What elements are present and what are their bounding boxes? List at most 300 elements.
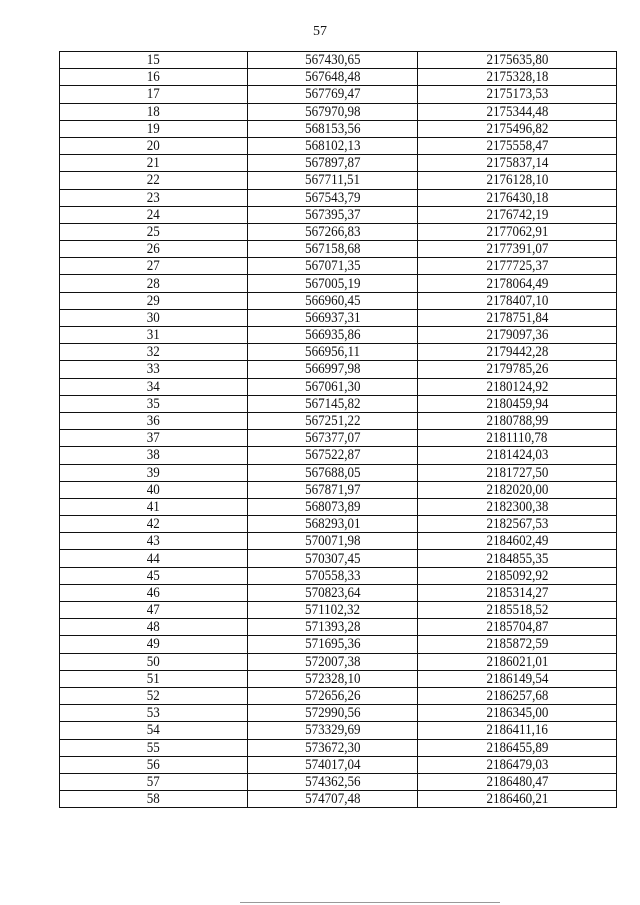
point-number-cell xyxy=(60,636,248,653)
y-coordinate-cell xyxy=(418,275,617,292)
x-coordinate-cell xyxy=(248,739,418,756)
y-coordinate-text: 2186021,01 xyxy=(486,653,548,670)
y-coordinate-text: 2180459,94 xyxy=(486,395,548,412)
x-coordinate-cell xyxy=(248,687,418,704)
y-coordinate-text: 2186257,68 xyxy=(486,688,548,705)
y-coordinate-cell xyxy=(418,155,617,172)
point-number-cell xyxy=(60,464,248,481)
point-number-cell xyxy=(60,241,248,258)
y-coordinate-cell xyxy=(418,172,617,189)
x-coordinate-cell xyxy=(248,327,418,344)
table-row xyxy=(60,378,617,395)
point-number-text: 25 xyxy=(146,223,161,240)
point-number-text: 18 xyxy=(146,103,161,120)
point-number-text: 28 xyxy=(146,275,161,292)
bottom-divider xyxy=(240,902,500,903)
point-number-cell xyxy=(60,344,248,361)
y-coordinate-text: 2175558,47 xyxy=(486,138,548,155)
y-coordinate-text: 2185872,59 xyxy=(486,636,548,653)
y-coordinate-text: 2180788,99 xyxy=(486,413,548,430)
y-coordinate-cell xyxy=(418,120,617,137)
x-coordinate-text: 568102,13 xyxy=(304,138,361,155)
table-row xyxy=(60,258,617,275)
x-coordinate-cell xyxy=(248,361,418,378)
x-coordinate-cell xyxy=(248,241,418,258)
point-number-text: 48 xyxy=(146,619,161,636)
y-coordinate-cell xyxy=(418,481,617,498)
point-number-text: 32 xyxy=(146,344,161,361)
table-row xyxy=(60,412,617,429)
point-number-text: 41 xyxy=(146,498,161,515)
point-number-cell xyxy=(60,430,248,447)
x-coordinate-text: 567266,83 xyxy=(304,223,361,240)
y-coordinate-text: 2175496,82 xyxy=(486,120,548,137)
x-coordinate-cell xyxy=(248,533,418,550)
table-row xyxy=(60,516,617,533)
y-coordinate-text: 2184855,35 xyxy=(486,550,548,567)
point-number-text: 46 xyxy=(146,584,161,601)
point-number-text: 31 xyxy=(146,327,161,344)
x-coordinate-text: 568153,56 xyxy=(304,120,361,137)
y-coordinate-cell xyxy=(418,791,617,808)
x-coordinate-cell xyxy=(248,395,418,412)
x-coordinate-text: 567543,79 xyxy=(304,189,361,206)
x-coordinate-text: 570307,45 xyxy=(304,550,361,567)
point-number-text: 53 xyxy=(146,705,161,722)
y-coordinate-text: 2176430,18 xyxy=(486,189,548,206)
x-coordinate-text: 567251,22 xyxy=(304,413,361,430)
point-number-text: 19 xyxy=(146,120,161,137)
y-coordinate-cell xyxy=(418,103,617,120)
y-coordinate-text: 2185314,27 xyxy=(486,584,548,601)
point-number-cell xyxy=(60,447,248,464)
y-coordinate-text: 2181424,03 xyxy=(486,447,548,464)
x-coordinate-text: 568293,01 xyxy=(304,516,361,533)
x-coordinate-cell xyxy=(248,481,418,498)
y-coordinate-cell xyxy=(418,602,617,619)
x-coordinate-text: 567158,68 xyxy=(304,241,361,258)
point-number-text: 57 xyxy=(146,773,161,790)
x-coordinate-text: 567688,05 xyxy=(304,464,361,481)
table-row xyxy=(60,584,617,601)
x-coordinate-cell xyxy=(248,447,418,464)
y-coordinate-cell xyxy=(418,567,617,584)
x-coordinate-cell xyxy=(248,791,418,808)
point-number-cell xyxy=(60,602,248,619)
x-coordinate-cell xyxy=(248,636,418,653)
y-coordinate-text: 2186479,03 xyxy=(486,756,548,773)
x-coordinate-text: 567430,65 xyxy=(304,52,361,69)
y-coordinate-text: 2175344,48 xyxy=(486,103,548,120)
point-number-text: 58 xyxy=(146,791,161,808)
y-coordinate-cell xyxy=(418,687,617,704)
point-number-cell xyxy=(60,172,248,189)
x-coordinate-cell xyxy=(248,378,418,395)
y-coordinate-cell xyxy=(418,327,617,344)
point-number-cell xyxy=(60,756,248,773)
x-coordinate-text: 574362,56 xyxy=(304,773,361,790)
x-coordinate-text: 567711,51 xyxy=(305,172,360,189)
point-number-text: 42 xyxy=(146,516,161,533)
x-coordinate-text: 567522,87 xyxy=(304,447,361,464)
table-row xyxy=(60,309,617,326)
point-number-cell xyxy=(60,722,248,739)
point-number-text: 29 xyxy=(146,292,161,309)
y-coordinate-cell xyxy=(418,52,617,69)
point-number-cell xyxy=(60,412,248,429)
y-coordinate-text: 2175328,18 xyxy=(486,69,548,86)
x-coordinate-cell xyxy=(248,120,418,137)
point-number-text: 49 xyxy=(146,636,161,653)
y-coordinate-text: 2175635,80 xyxy=(486,52,548,69)
x-coordinate-cell xyxy=(248,258,418,275)
table-row xyxy=(60,653,617,670)
y-coordinate-text: 2182300,38 xyxy=(486,498,548,515)
x-coordinate-text: 567377,07 xyxy=(304,430,361,447)
x-coordinate-cell xyxy=(248,516,418,533)
y-coordinate-cell xyxy=(418,86,617,103)
x-coordinate-cell xyxy=(248,206,418,223)
table-row xyxy=(60,86,617,103)
table-row xyxy=(60,722,617,739)
table-row xyxy=(60,602,617,619)
table-row xyxy=(60,189,617,206)
x-coordinate-cell xyxy=(248,86,418,103)
table-row xyxy=(60,241,617,258)
point-number-text: 22 xyxy=(146,172,161,189)
point-number-text: 26 xyxy=(146,241,161,258)
x-coordinate-text: 567970,98 xyxy=(304,103,361,120)
table-row xyxy=(60,206,617,223)
table-row xyxy=(60,292,617,309)
point-number-cell xyxy=(60,533,248,550)
y-coordinate-text: 2181110,78 xyxy=(486,430,548,447)
y-coordinate-cell xyxy=(418,430,617,447)
table-row xyxy=(60,464,617,481)
x-coordinate-cell xyxy=(248,756,418,773)
y-coordinate-cell xyxy=(418,292,617,309)
y-coordinate-text: 2178751,84 xyxy=(486,309,548,326)
y-coordinate-text: 2178407,10 xyxy=(486,292,548,309)
x-coordinate-cell xyxy=(248,189,418,206)
y-coordinate-cell xyxy=(418,258,617,275)
point-number-cell xyxy=(60,275,248,292)
y-coordinate-text: 2186149,54 xyxy=(486,670,548,687)
point-number-cell xyxy=(60,292,248,309)
y-coordinate-text: 2177391,07 xyxy=(486,241,548,258)
y-coordinate-text: 2177062,91 xyxy=(486,223,548,240)
x-coordinate-cell xyxy=(248,309,418,326)
point-number-cell xyxy=(60,155,248,172)
x-coordinate-text: 571393,28 xyxy=(304,619,361,636)
point-number-text: 23 xyxy=(146,189,161,206)
x-coordinate-text: 573329,69 xyxy=(304,722,361,739)
x-coordinate-cell xyxy=(248,619,418,636)
y-coordinate-cell xyxy=(418,361,617,378)
x-coordinate-cell xyxy=(248,602,418,619)
y-coordinate-cell xyxy=(418,705,617,722)
point-number-text: 52 xyxy=(146,688,161,705)
y-coordinate-text: 2186480,47 xyxy=(486,773,548,790)
x-coordinate-cell xyxy=(248,550,418,567)
table-row xyxy=(60,756,617,773)
x-coordinate-text: 567897,87 xyxy=(304,155,361,172)
point-number-cell xyxy=(60,52,248,69)
table-row xyxy=(60,361,617,378)
table-row xyxy=(60,567,617,584)
point-number-cell xyxy=(60,584,248,601)
point-number-text: 50 xyxy=(146,653,161,670)
point-number-cell xyxy=(60,791,248,808)
x-coordinate-cell xyxy=(248,275,418,292)
x-coordinate-text: 574017,04 xyxy=(304,756,361,773)
y-coordinate-cell xyxy=(418,636,617,653)
point-number-cell xyxy=(60,516,248,533)
table-row xyxy=(60,275,617,292)
x-coordinate-text: 572328,10 xyxy=(304,670,361,687)
x-coordinate-text: 571695,36 xyxy=(304,636,361,653)
x-coordinate-text: 570558,33 xyxy=(304,567,361,584)
y-coordinate-cell xyxy=(418,206,617,223)
y-coordinate-text: 2184602,49 xyxy=(486,533,548,550)
y-coordinate-text: 2178064,49 xyxy=(486,275,548,292)
table-row xyxy=(60,773,617,790)
y-coordinate-cell xyxy=(418,189,617,206)
y-coordinate-cell xyxy=(418,722,617,739)
y-coordinate-text: 2181727,50 xyxy=(486,464,548,481)
x-coordinate-text: 567061,30 xyxy=(304,378,361,395)
coordinates-table-body xyxy=(60,52,617,808)
x-coordinate-text: 570823,64 xyxy=(304,584,361,601)
y-coordinate-cell xyxy=(418,378,617,395)
x-coordinate-text: 567871,97 xyxy=(304,481,361,498)
table-row xyxy=(60,172,617,189)
y-coordinate-cell xyxy=(418,533,617,550)
point-number-text: 27 xyxy=(146,258,161,275)
table-row xyxy=(60,223,617,240)
table-row xyxy=(60,327,617,344)
point-number-cell xyxy=(60,550,248,567)
y-coordinate-text: 2176128,10 xyxy=(486,172,548,189)
x-coordinate-cell xyxy=(248,137,418,154)
y-coordinate-text: 2175837,14 xyxy=(486,155,548,172)
y-coordinate-text: 2186345,00 xyxy=(486,705,548,722)
table-row xyxy=(60,481,617,498)
point-number-text: 37 xyxy=(146,430,161,447)
point-number-cell xyxy=(60,309,248,326)
point-number-cell xyxy=(60,361,248,378)
y-coordinate-text: 2185092,92 xyxy=(486,567,548,584)
point-number-cell xyxy=(60,567,248,584)
table-row xyxy=(60,619,617,636)
point-number-cell xyxy=(60,687,248,704)
point-number-text: 39 xyxy=(146,464,161,481)
y-coordinate-cell xyxy=(418,653,617,670)
y-coordinate-cell xyxy=(418,550,617,567)
x-coordinate-text: 567005,19 xyxy=(304,275,361,292)
x-coordinate-text: 566935,86 xyxy=(304,327,361,344)
x-coordinate-text: 567648,48 xyxy=(304,69,361,86)
table-row xyxy=(60,344,617,361)
y-coordinate-cell xyxy=(418,137,617,154)
point-number-text: 54 xyxy=(146,722,161,739)
x-coordinate-text: 572990,56 xyxy=(304,705,361,722)
point-number-cell xyxy=(60,189,248,206)
point-number-cell xyxy=(60,498,248,515)
point-number-cell xyxy=(60,773,248,790)
point-number-cell xyxy=(60,481,248,498)
table-row xyxy=(60,533,617,550)
x-coordinate-text: 574707,48 xyxy=(304,791,361,808)
point-number-text: 24 xyxy=(146,206,161,223)
x-coordinate-cell xyxy=(248,155,418,172)
table-row xyxy=(60,636,617,653)
point-number-text: 55 xyxy=(146,739,161,756)
table-row xyxy=(60,103,617,120)
y-coordinate-cell xyxy=(418,395,617,412)
x-coordinate-cell xyxy=(248,773,418,790)
y-coordinate-cell xyxy=(418,223,617,240)
point-number-cell xyxy=(60,670,248,687)
point-number-cell xyxy=(60,258,248,275)
point-number-cell xyxy=(60,378,248,395)
point-number-text: 40 xyxy=(146,481,161,498)
y-coordinate-cell xyxy=(418,739,617,756)
y-coordinate-cell xyxy=(418,464,617,481)
y-coordinate-text: 2186411,16 xyxy=(486,722,548,739)
x-coordinate-cell xyxy=(248,223,418,240)
y-coordinate-cell xyxy=(418,756,617,773)
page-number: 57 xyxy=(313,24,327,39)
point-number-cell xyxy=(60,120,248,137)
x-coordinate-text: 568073,89 xyxy=(304,498,361,515)
y-coordinate-cell xyxy=(418,241,617,258)
y-coordinate-cell xyxy=(418,619,617,636)
point-number-text: 17 xyxy=(146,86,161,103)
y-coordinate-text: 2186455,89 xyxy=(486,739,548,756)
x-coordinate-text: 570071,98 xyxy=(304,533,361,550)
point-number-text: 36 xyxy=(146,413,161,430)
x-coordinate-text: 567145,82 xyxy=(304,395,361,412)
y-coordinate-text: 2179785,26 xyxy=(486,361,548,378)
x-coordinate-cell xyxy=(248,172,418,189)
table-row xyxy=(60,430,617,447)
point-number-cell xyxy=(60,86,248,103)
x-coordinate-cell xyxy=(248,567,418,584)
point-number-cell xyxy=(60,103,248,120)
point-number-text: 16 xyxy=(146,69,161,86)
x-coordinate-text: 566956,11 xyxy=(305,344,360,361)
y-coordinate-text: 2185518,52 xyxy=(486,602,548,619)
table-row xyxy=(60,670,617,687)
point-number-text: 33 xyxy=(146,361,161,378)
table-row xyxy=(60,550,617,567)
point-number-text: 15 xyxy=(146,52,161,69)
x-coordinate-text: 566937,31 xyxy=(304,309,361,326)
point-number-text: 35 xyxy=(146,395,161,412)
x-coordinate-cell xyxy=(248,464,418,481)
x-coordinate-text: 567395,37 xyxy=(304,206,361,223)
x-coordinate-text: 572007,38 xyxy=(304,653,361,670)
x-coordinate-text: 566960,45 xyxy=(304,292,361,309)
x-coordinate-text: 567071,35 xyxy=(304,258,361,275)
x-coordinate-cell xyxy=(248,705,418,722)
point-number-cell xyxy=(60,653,248,670)
point-number-cell xyxy=(60,223,248,240)
point-number-text: 56 xyxy=(146,756,161,773)
y-coordinate-cell xyxy=(418,447,617,464)
table-row xyxy=(60,498,617,515)
coordinates-table xyxy=(59,51,617,808)
x-coordinate-text: 571102,32 xyxy=(305,602,360,619)
y-coordinate-cell xyxy=(418,69,617,86)
table-row xyxy=(60,791,617,808)
point-number-text: 20 xyxy=(146,138,161,155)
x-coordinate-text: 566997,98 xyxy=(304,361,361,378)
point-number-text: 21 xyxy=(146,155,161,172)
point-number-text: 30 xyxy=(146,309,161,326)
y-coordinate-text: 2182567,53 xyxy=(486,516,548,533)
x-coordinate-cell xyxy=(248,412,418,429)
y-coordinate-text: 2177725,37 xyxy=(486,258,548,275)
y-coordinate-text: 2176742,19 xyxy=(486,206,548,223)
x-coordinate-cell xyxy=(248,498,418,515)
table-row xyxy=(60,687,617,704)
x-coordinate-text: 567769,47 xyxy=(304,86,361,103)
x-coordinate-cell xyxy=(248,430,418,447)
point-number-cell xyxy=(60,137,248,154)
table-row xyxy=(60,137,617,154)
table-row xyxy=(60,69,617,86)
point-number-cell xyxy=(60,69,248,86)
y-coordinate-cell xyxy=(418,670,617,687)
y-coordinate-text: 2182020,00 xyxy=(486,481,548,498)
y-coordinate-cell xyxy=(418,412,617,429)
point-number-cell xyxy=(60,395,248,412)
table-row xyxy=(60,395,617,412)
x-coordinate-cell xyxy=(248,584,418,601)
table-row xyxy=(60,120,617,137)
x-coordinate-cell xyxy=(248,103,418,120)
y-coordinate-text: 2179097,36 xyxy=(486,327,548,344)
y-coordinate-cell xyxy=(418,498,617,515)
point-number-text: 34 xyxy=(146,378,161,395)
y-coordinate-text: 2186460,21 xyxy=(486,791,548,808)
y-coordinate-cell xyxy=(418,584,617,601)
point-number-cell xyxy=(60,739,248,756)
y-coordinate-cell xyxy=(418,773,617,790)
x-coordinate-text: 572656,26 xyxy=(304,688,361,705)
y-coordinate-cell xyxy=(418,344,617,361)
x-coordinate-cell xyxy=(248,292,418,309)
point-number-text: 43 xyxy=(146,533,161,550)
point-number-text: 45 xyxy=(146,567,161,584)
y-coordinate-text: 2180124,92 xyxy=(486,378,548,395)
table-row xyxy=(60,447,617,464)
y-coordinate-text: 2175173,53 xyxy=(486,86,548,103)
y-coordinate-cell xyxy=(418,309,617,326)
x-coordinate-cell xyxy=(248,344,418,361)
point-number-text: 47 xyxy=(146,602,161,619)
y-coordinate-text: 2179442,28 xyxy=(486,344,548,361)
x-coordinate-cell xyxy=(248,722,418,739)
point-number-cell xyxy=(60,705,248,722)
point-number-cell xyxy=(60,619,248,636)
x-coordinate-text: 573672,30 xyxy=(304,739,361,756)
x-coordinate-cell xyxy=(248,52,418,69)
y-coordinate-cell xyxy=(418,516,617,533)
x-coordinate-cell xyxy=(248,69,418,86)
